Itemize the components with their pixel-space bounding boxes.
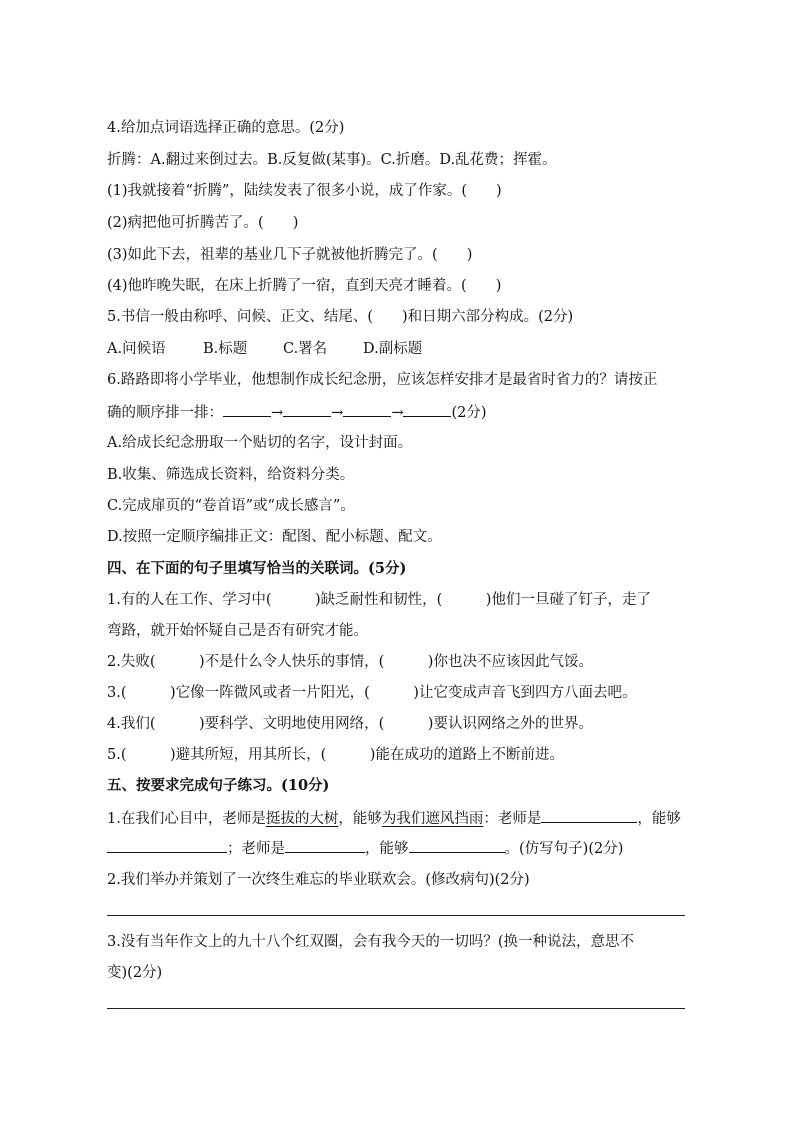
q6-blank-1[interactable] [223, 402, 271, 417]
q6-score: (2分) [451, 405, 487, 421]
q6-option-b: B.收集、筛选成长资料，给资料分类。 [107, 467, 355, 483]
q6-line-1: 6.路路即将小学毕业，他想制作成长纪念册，应该怎样安排才是最省时省力的？请按正 [107, 372, 658, 388]
s5-q1-blank-3[interactable] [285, 838, 365, 853]
q6-option-d: D.按照一定顺序编排正文：配图、配小标题、配文。 [107, 529, 442, 545]
s5-q1-blank-2[interactable] [107, 838, 227, 853]
s5-q1-post: ：老师是 [483, 811, 542, 827]
q6-blank-2[interactable] [283, 402, 331, 417]
q6-blank-3[interactable] [343, 402, 391, 417]
s5-q1-line2-mid2: ，能够 [365, 841, 409, 857]
s4-item-1-cont: 弯路，就开始怀疑自己是否有研究才能。 [107, 623, 368, 639]
q6-option-c: C.完成扉页的“卷首语”或“成长感言”。 [107, 498, 355, 514]
section-4-title: 四、在下面的句子里填写恰当的关联词。(5分) [107, 560, 407, 577]
q4-item-1: (1)我就接着“折腾”，陆续发表了很多小说，成了作家。( ) [107, 183, 502, 199]
q4-definition: 折腾：A.翻过来倒过去。B.反复做(某事)。C.折磨。D.乱花费；挥霍。 [107, 152, 557, 168]
s5-q1-line2-end: 。(仿写句子)(2分) [504, 841, 624, 857]
q6-arrow-1: → [271, 405, 284, 421]
q6-blank-4[interactable] [403, 402, 451, 417]
s5-q2-answer-line[interactable] [107, 915, 685, 916]
s5-q1-underlined-1: 挺拔的大树 [265, 811, 339, 827]
q5-option-d: D.副标题 [363, 341, 423, 357]
s5-q1-line2-mid: ；老师是 [227, 841, 285, 857]
s4-item-2: 2.失败( )不是什么令人快乐的事情，( )你也决不应该因此气馁。 [107, 654, 593, 670]
q6-line-2 [107, 402, 487, 423]
q5-options [107, 339, 422, 359]
q5-option-a: A.问候语 [107, 341, 166, 357]
s4-item-5: 5.( )避其所短，用其所长，( )能在成功的道路上不断前进。 [107, 747, 564, 763]
s5-q3-answer-line[interactable] [107, 1008, 685, 1009]
s5-q1-mid: ，能够 [338, 811, 382, 827]
s4-item-1: 1.有的人在工作、学习中( )缺乏耐性和韧性，( )他们一旦碰了钉子，走了 [107, 592, 651, 608]
s5-q1-blank-1[interactable] [541, 808, 637, 823]
s5-q1-line-2 [107, 838, 623, 859]
s5-q1-post2: ，能够 [637, 811, 681, 827]
s5-q1-line-1 [107, 808, 681, 829]
s5-q1-blank-4[interactable] [409, 838, 505, 853]
q6-arrow-2: → [331, 405, 344, 421]
q6-option-a: A.给成长纪念册取一个贴切的名字，设计封面。 [107, 435, 413, 451]
q4-item-3: (3)如此下去，祖辈的基业几下子就被他折腾完了。( ) [107, 247, 473, 263]
s5-q3-line-1: 3.没有当年作文上的九十八个红双圈，会有我今天的一切吗？(换一种说法，意思不 [107, 934, 634, 950]
s5-q1-prefix: 1.在我们心目中，老师是 [107, 811, 266, 827]
s5-q1-underlined-2: 为我们遮风挡雨 [381, 811, 484, 827]
q6-arrow-3: → [391, 405, 404, 421]
q4-title: 4.给加点词语选择正确的意思。(2分) [107, 120, 345, 136]
s5-q2: 2.我们举办并策划了一次终生难忘的毕业联欢会。(修改病句)(2分) [107, 872, 530, 888]
q5-option-c: C.署名 [283, 341, 328, 357]
q5-title: 5.书信一般由称呼、问候、正文、结尾、( )和日期六部分构成。(2分) [107, 309, 574, 325]
s5-q3-line-2: 变)(2分) [107, 965, 163, 981]
section-5-title: 五、按要求完成句子练习。(10分) [107, 777, 330, 794]
q4-item-4: (4)他昨晚失眠，在床上折腾了一宿，直到天亮才睡着。( ) [107, 278, 502, 294]
q6-prompt: 确的顺序排一排： [107, 405, 223, 421]
s4-item-3: 3.( )它像一阵微风或者一片阳光，( )让它变成声音飞到四方八面去吧。 [107, 685, 637, 701]
s4-item-4: 4.我们( )要科学、文明地使用网络，( )要认识网络之外的世界。 [107, 716, 593, 732]
q4-item-2: (2)病把他可折腾苦了。( ) [107, 215, 299, 231]
q5-option-b: B.标题 [203, 341, 248, 357]
